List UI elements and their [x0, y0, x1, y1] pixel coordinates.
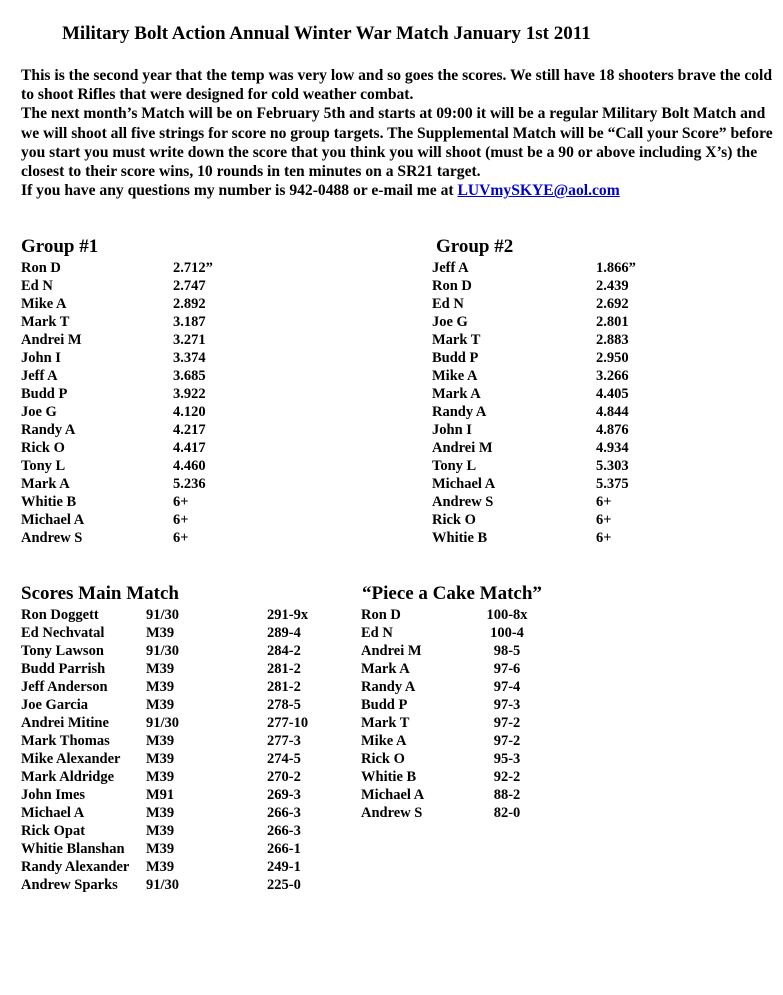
- table-row: [432, 529, 772, 547]
- group-size: 4.405: [596, 386, 629, 402]
- rifle-model: M39: [146, 769, 175, 785]
- table-row: [432, 295, 772, 313]
- match-score: 289-4: [267, 625, 301, 641]
- shooter-name: Mark Thomas: [21, 733, 110, 749]
- intro-text: [21, 66, 776, 200]
- group2-heading: Group #2: [436, 236, 514, 257]
- rifle-model: M39: [146, 733, 175, 749]
- shooter-name: Randy A: [432, 404, 487, 420]
- group-size: 3.271: [173, 332, 206, 348]
- shooter-name: Whitie B: [432, 530, 488, 546]
- match-score: 225-0: [267, 877, 301, 893]
- shooter-name: Michael A: [432, 476, 496, 492]
- table-row: [432, 439, 772, 457]
- shooter-name: Ed N: [361, 625, 393, 641]
- intro-paragraph-2: The next month’s Match will be on February 5th and starts at 09:00 it will be a regular Military Bolt Match and we will shoot all five strings for score no group targets. The Supplemental Match will be “Call your Score” before you start you must write down the score that you think you will shoot (must be a 90 or above including X’s) the closest to their score wins, 10 rounds in ten minutes on a SR21 target.: [21, 105, 773, 181]
- shooter-name: Mark T: [361, 715, 410, 731]
- match-score: 100-8x: [486, 607, 528, 623]
- match-score: 269-3: [267, 787, 301, 803]
- table-row: [432, 277, 772, 295]
- shooter-name: Michael A: [21, 512, 85, 528]
- shooter-name: John I: [21, 350, 61, 366]
- shooter-name: Budd P: [21, 386, 68, 402]
- shooter-name: Mike A: [21, 296, 67, 312]
- match-score: 98-5: [493, 643, 521, 659]
- group-size: 6+: [173, 530, 189, 546]
- group-size: 6+: [596, 530, 612, 546]
- group1-list: [21, 259, 401, 547]
- table-row: [21, 660, 351, 678]
- shooter-name: Rick Opat: [21, 823, 86, 839]
- group-size: 4.876: [596, 422, 629, 438]
- group1-heading: Group #1: [21, 236, 99, 257]
- intro-paragraph-1: This is the second year that the temp was very low and so goes the scores. We still have 18 shooters brave the cold to shoot Rifles that were designed for cold weather combat.: [21, 67, 773, 104]
- group-size: 2.883: [596, 332, 629, 348]
- rifle-model: 91/30: [146, 643, 180, 659]
- table-row: [432, 493, 772, 511]
- table-row: [361, 624, 601, 642]
- shooter-name: Rick O: [21, 440, 65, 456]
- shooter-name: Ed N: [21, 278, 53, 294]
- group-size: 6+: [596, 512, 612, 528]
- shooter-name: Andrew S: [361, 805, 423, 821]
- table-row: [432, 403, 772, 421]
- group-size: 4.934: [596, 440, 629, 456]
- table-row: [432, 349, 772, 367]
- shooter-name: Andrei M: [21, 332, 82, 348]
- shooter-name: Mark T: [21, 314, 70, 330]
- shooter-name: Randy A: [361, 679, 416, 695]
- table-row: [21, 786, 351, 804]
- main-match-heading: Scores Main Match: [21, 583, 179, 604]
- group-size: 6+: [596, 494, 612, 510]
- table-row: [21, 822, 351, 840]
- match-score: 284-2: [267, 643, 301, 659]
- table-row: [21, 349, 401, 367]
- group-size: 6+: [173, 512, 189, 528]
- table-row: [21, 804, 351, 822]
- cake-match-heading: “Piece a Cake Match”: [362, 583, 542, 604]
- rifle-model: 91/30: [146, 715, 180, 731]
- shooter-name: Tony L: [432, 458, 477, 474]
- shooter-name: Mark A: [21, 476, 70, 492]
- table-row: [21, 331, 401, 349]
- table-row: [361, 732, 601, 750]
- table-row: [432, 385, 772, 403]
- shooter-name: Joe G: [432, 314, 468, 330]
- table-row: [21, 696, 351, 714]
- shooter-name: John I: [432, 422, 472, 438]
- group-size: 2.950: [596, 350, 629, 366]
- group-size: 2.892: [173, 296, 206, 312]
- table-row: [21, 385, 401, 403]
- table-row: [21, 714, 351, 732]
- group-size: 1.866”: [596, 260, 636, 276]
- table-row: [21, 732, 351, 750]
- shooter-name: Mark A: [361, 661, 410, 677]
- table-row: [21, 624, 351, 642]
- shooter-name: Andrew S: [21, 530, 83, 546]
- group-size: 2.439: [596, 278, 629, 294]
- shooter-name: Mike A: [432, 368, 478, 384]
- email-link[interactable]: LUVmySKYE@aol.com: [457, 182, 620, 200]
- rifle-model: M39: [146, 697, 175, 713]
- shooter-name: Mark Aldridge: [21, 769, 115, 785]
- match-score: 281-2: [267, 679, 301, 695]
- shooter-name: Tony Lawson: [21, 643, 104, 659]
- table-row: [21, 403, 401, 421]
- match-score: 270-2: [267, 769, 301, 785]
- group-size: 4.217: [173, 422, 206, 438]
- match-score: 92-2: [493, 769, 521, 785]
- match-score: 82-0: [493, 805, 521, 821]
- shooter-name: John Imes: [21, 787, 86, 803]
- shooter-name: Budd Parrish: [21, 661, 106, 677]
- rifle-model: M39: [146, 805, 175, 821]
- table-row: [21, 858, 351, 876]
- shooter-name: Ed N: [432, 296, 464, 312]
- shooter-name: Jeff Anderson: [21, 679, 108, 695]
- shooter-name: Michael A: [21, 805, 85, 821]
- shooter-name: Whitie B: [361, 769, 417, 785]
- shooter-name: Michael A: [361, 787, 425, 803]
- rifle-model: M39: [146, 823, 175, 839]
- main-match-list: [21, 606, 351, 894]
- shooter-name: Jeff A: [21, 368, 58, 384]
- group-size: 3.374: [173, 350, 206, 366]
- group-size: 6+: [173, 494, 189, 510]
- match-score: 281-2: [267, 661, 301, 677]
- table-row: [21, 642, 351, 660]
- shooter-name: Whitie B: [21, 494, 77, 510]
- shooter-name: Randy A: [21, 422, 76, 438]
- table-row: [432, 331, 772, 349]
- intro-paragraph-3: [21, 181, 776, 200]
- match-score: 100-4: [490, 625, 524, 641]
- table-row: [21, 606, 351, 624]
- table-row: [432, 313, 772, 331]
- rifle-model: M39: [146, 661, 175, 677]
- rifle-model: M39: [146, 751, 175, 767]
- group-size: 2.692: [596, 296, 629, 312]
- rifle-model: M39: [146, 679, 175, 695]
- table-row: [432, 259, 772, 277]
- table-row: [21, 367, 401, 385]
- group-size: 2.801: [596, 314, 629, 330]
- match-score: 277-3: [267, 733, 301, 749]
- shooter-name: Joe G: [21, 404, 57, 420]
- table-row: [432, 457, 772, 475]
- shooter-name: Mark A: [432, 386, 481, 402]
- group-size: 2.712”: [173, 260, 213, 276]
- table-row: [21, 750, 351, 768]
- group-size: 3.266: [596, 368, 629, 384]
- rifle-model: M91: [146, 787, 175, 803]
- table-row: [21, 529, 401, 547]
- rifle-model: M39: [146, 841, 175, 857]
- group-size: 4.120: [173, 404, 206, 420]
- shooter-name: Rick O: [361, 751, 405, 767]
- rifle-model: 91/30: [146, 607, 180, 623]
- table-row: [21, 295, 401, 313]
- shooter-name: Andrew S: [432, 494, 494, 510]
- shooter-name: Mike A: [361, 733, 407, 749]
- match-score: 249-1: [267, 859, 301, 875]
- table-row: [361, 606, 601, 624]
- table-row: [361, 678, 601, 696]
- match-score: 97-6: [493, 661, 521, 677]
- table-row: [432, 367, 772, 385]
- table-row: [361, 696, 601, 714]
- shooter-name: Ed Nechvatal: [21, 625, 105, 641]
- table-row: [361, 768, 601, 786]
- match-score: 97-2: [493, 733, 521, 749]
- shooter-name: Ron D: [361, 607, 401, 623]
- table-row: [361, 750, 601, 768]
- table-row: [21, 277, 401, 295]
- match-score: 274-5: [267, 751, 301, 767]
- rifle-model: 91/30: [146, 877, 180, 893]
- table-row: [432, 511, 772, 529]
- shooter-name: Andrei M: [432, 440, 493, 456]
- shooter-name: Jeff A: [432, 260, 469, 276]
- shooter-name: Budd P: [361, 697, 408, 713]
- shooter-name: Ron D: [21, 260, 61, 276]
- table-row: [21, 840, 351, 858]
- group-size: 5.375: [596, 476, 629, 492]
- rifle-model: M39: [146, 625, 175, 641]
- match-score: 97-4: [493, 679, 521, 695]
- table-row: [21, 511, 401, 529]
- table-row: [21, 457, 401, 475]
- match-score: 278-5: [267, 697, 301, 713]
- table-row: [432, 421, 772, 439]
- table-row: [361, 660, 601, 678]
- table-row: [21, 475, 401, 493]
- group-size: 4.844: [596, 404, 629, 420]
- match-score: 97-2: [493, 715, 521, 731]
- table-row: [21, 876, 351, 894]
- match-score: 277-10: [267, 715, 309, 731]
- group-size: 3.685: [173, 368, 206, 384]
- match-score: 266-3: [267, 805, 301, 821]
- shooter-name: Tony L: [21, 458, 66, 474]
- match-score: 266-3: [267, 823, 301, 839]
- contact-text: If you have any questions my number is 942-0488 or e-mail me at: [21, 182, 458, 200]
- table-row: [361, 642, 601, 660]
- cake-match-list: [361, 606, 601, 822]
- shooter-name: Andrei Mitine: [21, 715, 109, 731]
- group-size: 5.303: [596, 458, 629, 474]
- match-score: 88-2: [493, 787, 521, 803]
- group-size: 3.187: [173, 314, 206, 330]
- shooter-name: Mark T: [432, 332, 481, 348]
- table-row: [21, 313, 401, 331]
- shooter-name: Andrei M: [361, 643, 422, 659]
- table-row: [432, 475, 772, 493]
- group-size: 4.417: [173, 440, 206, 456]
- shooter-name: Mike Alexander: [21, 751, 121, 767]
- table-row: [21, 678, 351, 696]
- table-row: [361, 786, 601, 804]
- table-row: [361, 804, 601, 822]
- shooter-name: Budd P: [432, 350, 479, 366]
- match-score: 95-3: [493, 751, 521, 767]
- shooter-name: Joe Garcia: [21, 697, 88, 713]
- table-row: [21, 768, 351, 786]
- group-size: 3.922: [173, 386, 206, 402]
- shooter-name: Randy Alexander: [21, 859, 130, 875]
- match-score: 291-9x: [267, 607, 309, 623]
- group-size: 5.236: [173, 476, 206, 492]
- table-row: [361, 714, 601, 732]
- match-score: 266-1: [267, 841, 301, 857]
- table-row: [21, 439, 401, 457]
- table-row: [21, 421, 401, 439]
- group2-list: [432, 259, 772, 547]
- match-score: 97-3: [493, 697, 521, 713]
- shooter-name: Rick O: [432, 512, 476, 528]
- group-size: 2.747: [173, 278, 206, 294]
- table-row: [21, 259, 401, 277]
- shooter-name: Ron D: [432, 278, 472, 294]
- rifle-model: M39: [146, 859, 175, 875]
- shooter-name: Ron Doggett: [21, 607, 99, 623]
- table-row: [21, 493, 401, 511]
- group-size: 4.460: [173, 458, 206, 474]
- page-title: Military Bolt Action Annual Winter War Match January 1st 2011: [62, 23, 591, 44]
- shooter-name: Whitie Blanshan: [21, 841, 125, 857]
- shooter-name: Andrew Sparks: [21, 877, 118, 893]
